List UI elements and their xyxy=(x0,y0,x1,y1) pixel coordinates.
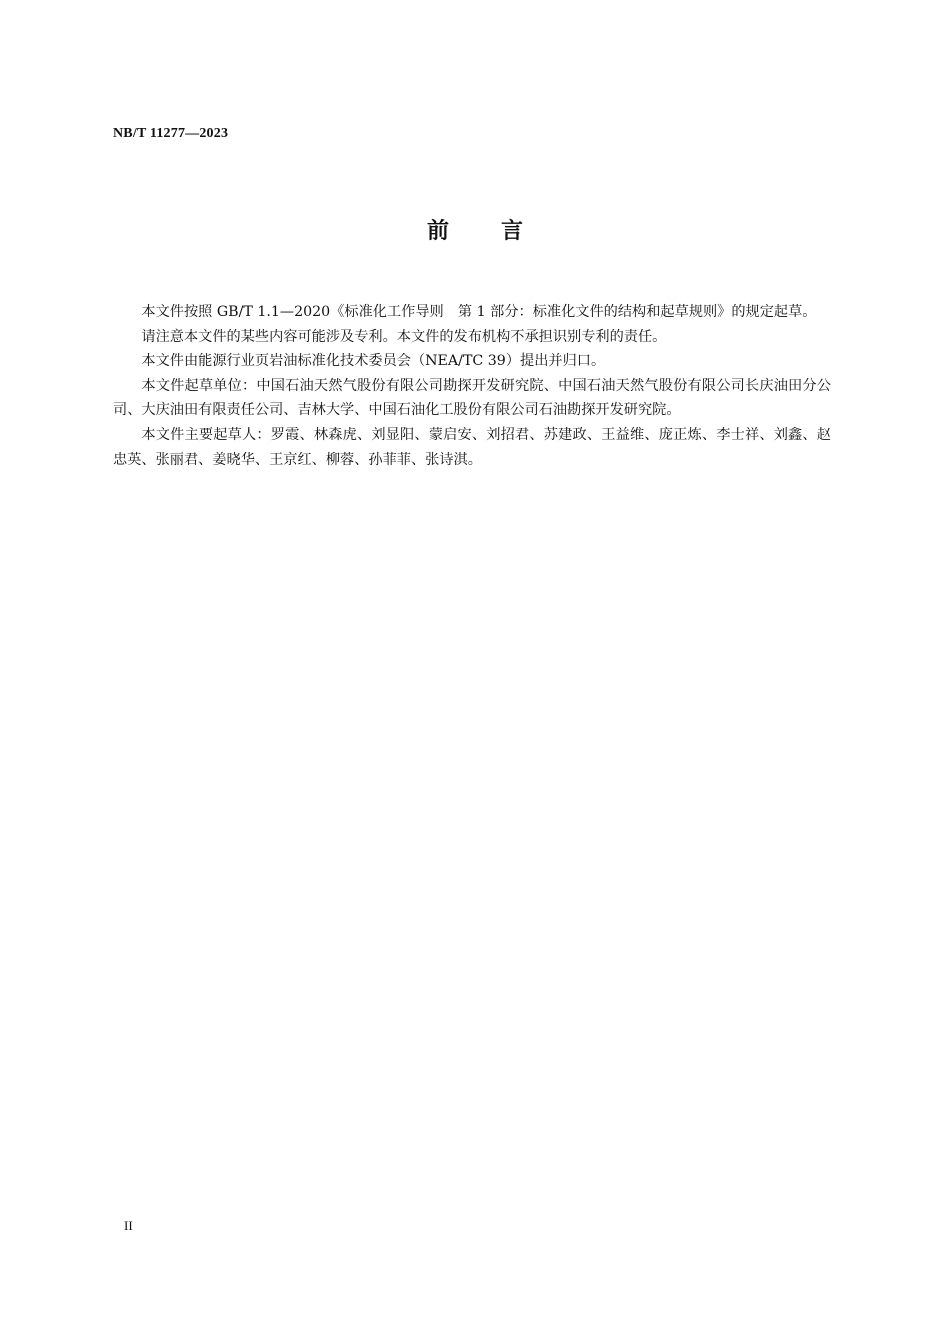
paragraph-committee: 本文件由能源行业页岩油标准化技术委员会（NEA/TC 39）提出并归口。 xyxy=(141,353,606,370)
page-number: II xyxy=(124,1218,133,1233)
foreword-body xyxy=(113,300,831,472)
paragraph-drafters: 本文件主要起草人：罗霞、林森虎、刘显阳、蒙启安、刘招君、苏建政、王益维、庞正炼、李士祥、刘鑫、赵忠英、张丽君、姜晓华、王京红、柳蓉、孙菲菲、张诗淇。 xyxy=(113,426,831,468)
paragraph-drafting-units: 本文件起草单位：中国石油天然气股份有限公司勘探开发研究院、中国石油天然气股份有限公司长庆油田分公司、大庆油田有限责任公司、吉林大学、中国石油化工股份有限公司石油勘探开发研究院。 xyxy=(113,377,831,419)
paragraph-drafting-rules: 本文件按照 GB/T 1.1—2020《标准化工作导则 第 1 部分：标准化文件的结构和起草规则》的规定起草。 xyxy=(141,304,817,320)
paragraph-patent-notice: 请注意本文件的某些内容可能涉及专利。本文件的发布机构不承担识别专利的责任。 xyxy=(141,328,667,345)
page-title: 前言 xyxy=(426,219,575,244)
standard-number: NB/T 11277—2023 xyxy=(113,126,229,141)
